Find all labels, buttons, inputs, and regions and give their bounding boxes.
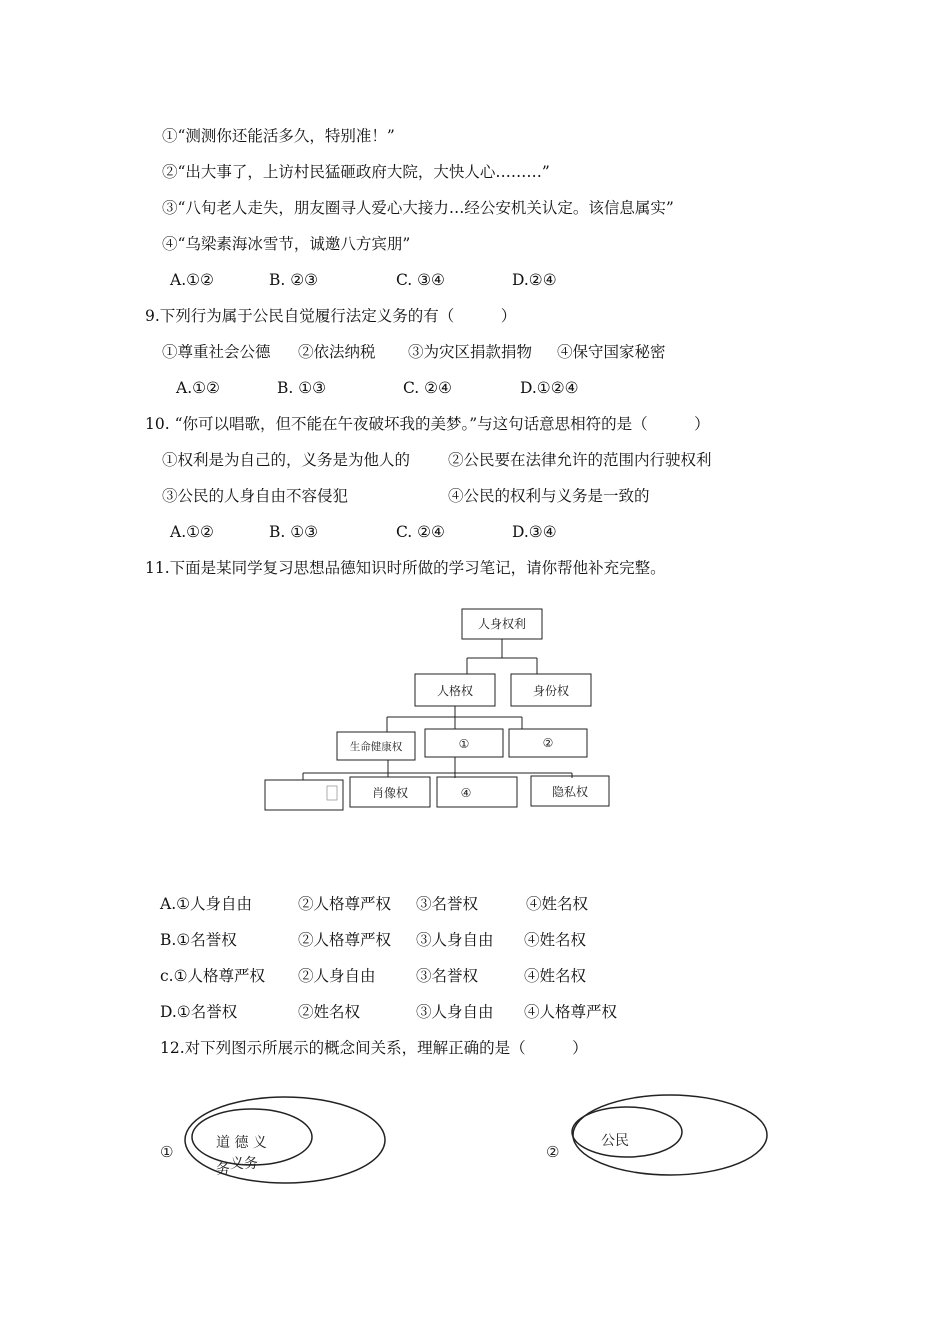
fig2-inner-label: 公民 xyxy=(601,1133,629,1149)
q10-option-a: A.①② xyxy=(170,523,214,541)
q11-option-c-3: ③名誉权 xyxy=(416,967,479,985)
fig1-inner-label-wrap: 务 xyxy=(216,1162,230,1178)
q9-stem: 9.下列行为属于公民自觉履行法定义务的有（ ） xyxy=(145,307,517,325)
diagram-label-privacy: 隐私权 xyxy=(551,785,589,799)
q10-option-d: D.③④ xyxy=(512,523,557,541)
q11-option-a-4: ④姓名权 xyxy=(526,895,589,913)
q9-option-b: B. ①③ xyxy=(277,379,327,397)
q11-option-c-1: c.①人格尊严权 xyxy=(160,967,266,985)
q8-option-d: D.②④ xyxy=(512,271,557,289)
q9-item-2: ②依法纳税 xyxy=(298,343,376,361)
q8-option-c: C. ③④ xyxy=(396,271,445,289)
q11-option-d-1: D.①名誉权 xyxy=(160,1003,238,1021)
fig1-marker: ① xyxy=(160,1143,174,1161)
q8-item-3: ③“八旬老人走失，朋友圈寻人爱心大接力…经公安机关认定。该信息属实” xyxy=(162,199,674,217)
q9-item-3: ③为灾区捐款捐物 xyxy=(408,343,533,361)
q11-option-b-3: ③人身自由 xyxy=(416,931,494,949)
q11-option-a-3: ③名誉权 xyxy=(416,895,479,913)
q10-option-c: C. ②④ xyxy=(396,523,445,541)
diagram-label-life-health: 生命健康权 xyxy=(349,741,403,753)
diagram-label-blank-4: ④ xyxy=(460,786,472,800)
q11-stem: 11.下面是某同学复习思想品德知识时所做的学习笔记，请你帮他补充完整。 xyxy=(145,559,666,577)
q9-option-c: C. ②④ xyxy=(403,379,452,397)
fig2-inner-ellipse xyxy=(572,1107,682,1157)
q8-option-a: A.①② xyxy=(170,271,214,289)
q10-item-3: ③公民的人身自由不容侵犯 xyxy=(162,487,349,505)
q11-option-b-2: ②人格尊严权 xyxy=(298,931,392,949)
q11-option-b-4: ④姓名权 xyxy=(524,931,587,949)
q10-item-2: ②公民要在法律允许的范围内行驶权利 xyxy=(448,451,712,469)
diagram-box-blank-4 xyxy=(437,777,517,807)
diagram-label-personality: 人格权 xyxy=(436,684,474,698)
q9-option-d: D.①②④ xyxy=(520,379,579,397)
fig1-outer-label: 义务 xyxy=(230,1156,258,1172)
q11-option-c-4: ④姓名权 xyxy=(524,967,587,985)
q11-option-d-2: ②姓名权 xyxy=(298,1003,361,1021)
q8-item-1: ①“测测你还能活多久，特别准！” xyxy=(162,127,395,145)
q11-option-d-3: ③人身自由 xyxy=(416,1003,494,1021)
q11-option-a-2: ②人格尊严权 xyxy=(298,895,392,913)
q10-item-1: ①权利是为自己的，义务是为他人的 xyxy=(162,451,411,469)
diagram-label-identity: 身份权 xyxy=(532,684,570,698)
q10-item-4: ④公民的权利与义务是一致的 xyxy=(448,487,650,505)
diagram-label-blank-2: ② xyxy=(542,736,554,750)
q11-option-b-1: B.①名誉权 xyxy=(160,931,237,949)
fig1-inner-label: 道 德 义 xyxy=(216,1135,267,1151)
q11-option-a-1: A.①人身自由 xyxy=(160,895,253,913)
q12-stem: 12.对下列图示所展示的概念间关系，理解正确的是（ ） xyxy=(160,1039,588,1057)
diagram-box-blank-3 xyxy=(265,780,343,810)
q11-option-d-4: ④人格尊严权 xyxy=(524,1003,618,1021)
q8-item-4: ④“乌梁素海冰雪节，诚邀八方宾朋” xyxy=(162,235,411,253)
q8-item-2: ②“出大事了，上访村民猛砸政府大院，大快人心………” xyxy=(162,163,550,181)
diagram-label-portrait: 肖像权 xyxy=(371,786,409,800)
fig1-outer-ellipse xyxy=(185,1097,385,1183)
q9-option-a: A.①② xyxy=(176,379,220,397)
q9-item-4: ④保守国家秘密 xyxy=(557,343,666,361)
q11-option-c-2: ②人身自由 xyxy=(298,967,376,985)
q10-option-b: B. ①③ xyxy=(269,523,319,541)
concept-venn-figures xyxy=(0,1080,950,1200)
q10-stem: 10. “你可以唱歌，但不能在午夜破坏我的美梦。”与这句话意思相符的是（ ） xyxy=(145,415,710,433)
q8-option-b: B. ②③ xyxy=(269,271,319,289)
fig2-marker: ② xyxy=(546,1143,560,1161)
diagram-label-blank-1: ① xyxy=(458,737,470,751)
scan-artifact xyxy=(327,786,337,800)
diagram-label-root: 人身权利 xyxy=(477,617,527,631)
q9-item-1: ①尊重社会公德 xyxy=(162,343,271,361)
